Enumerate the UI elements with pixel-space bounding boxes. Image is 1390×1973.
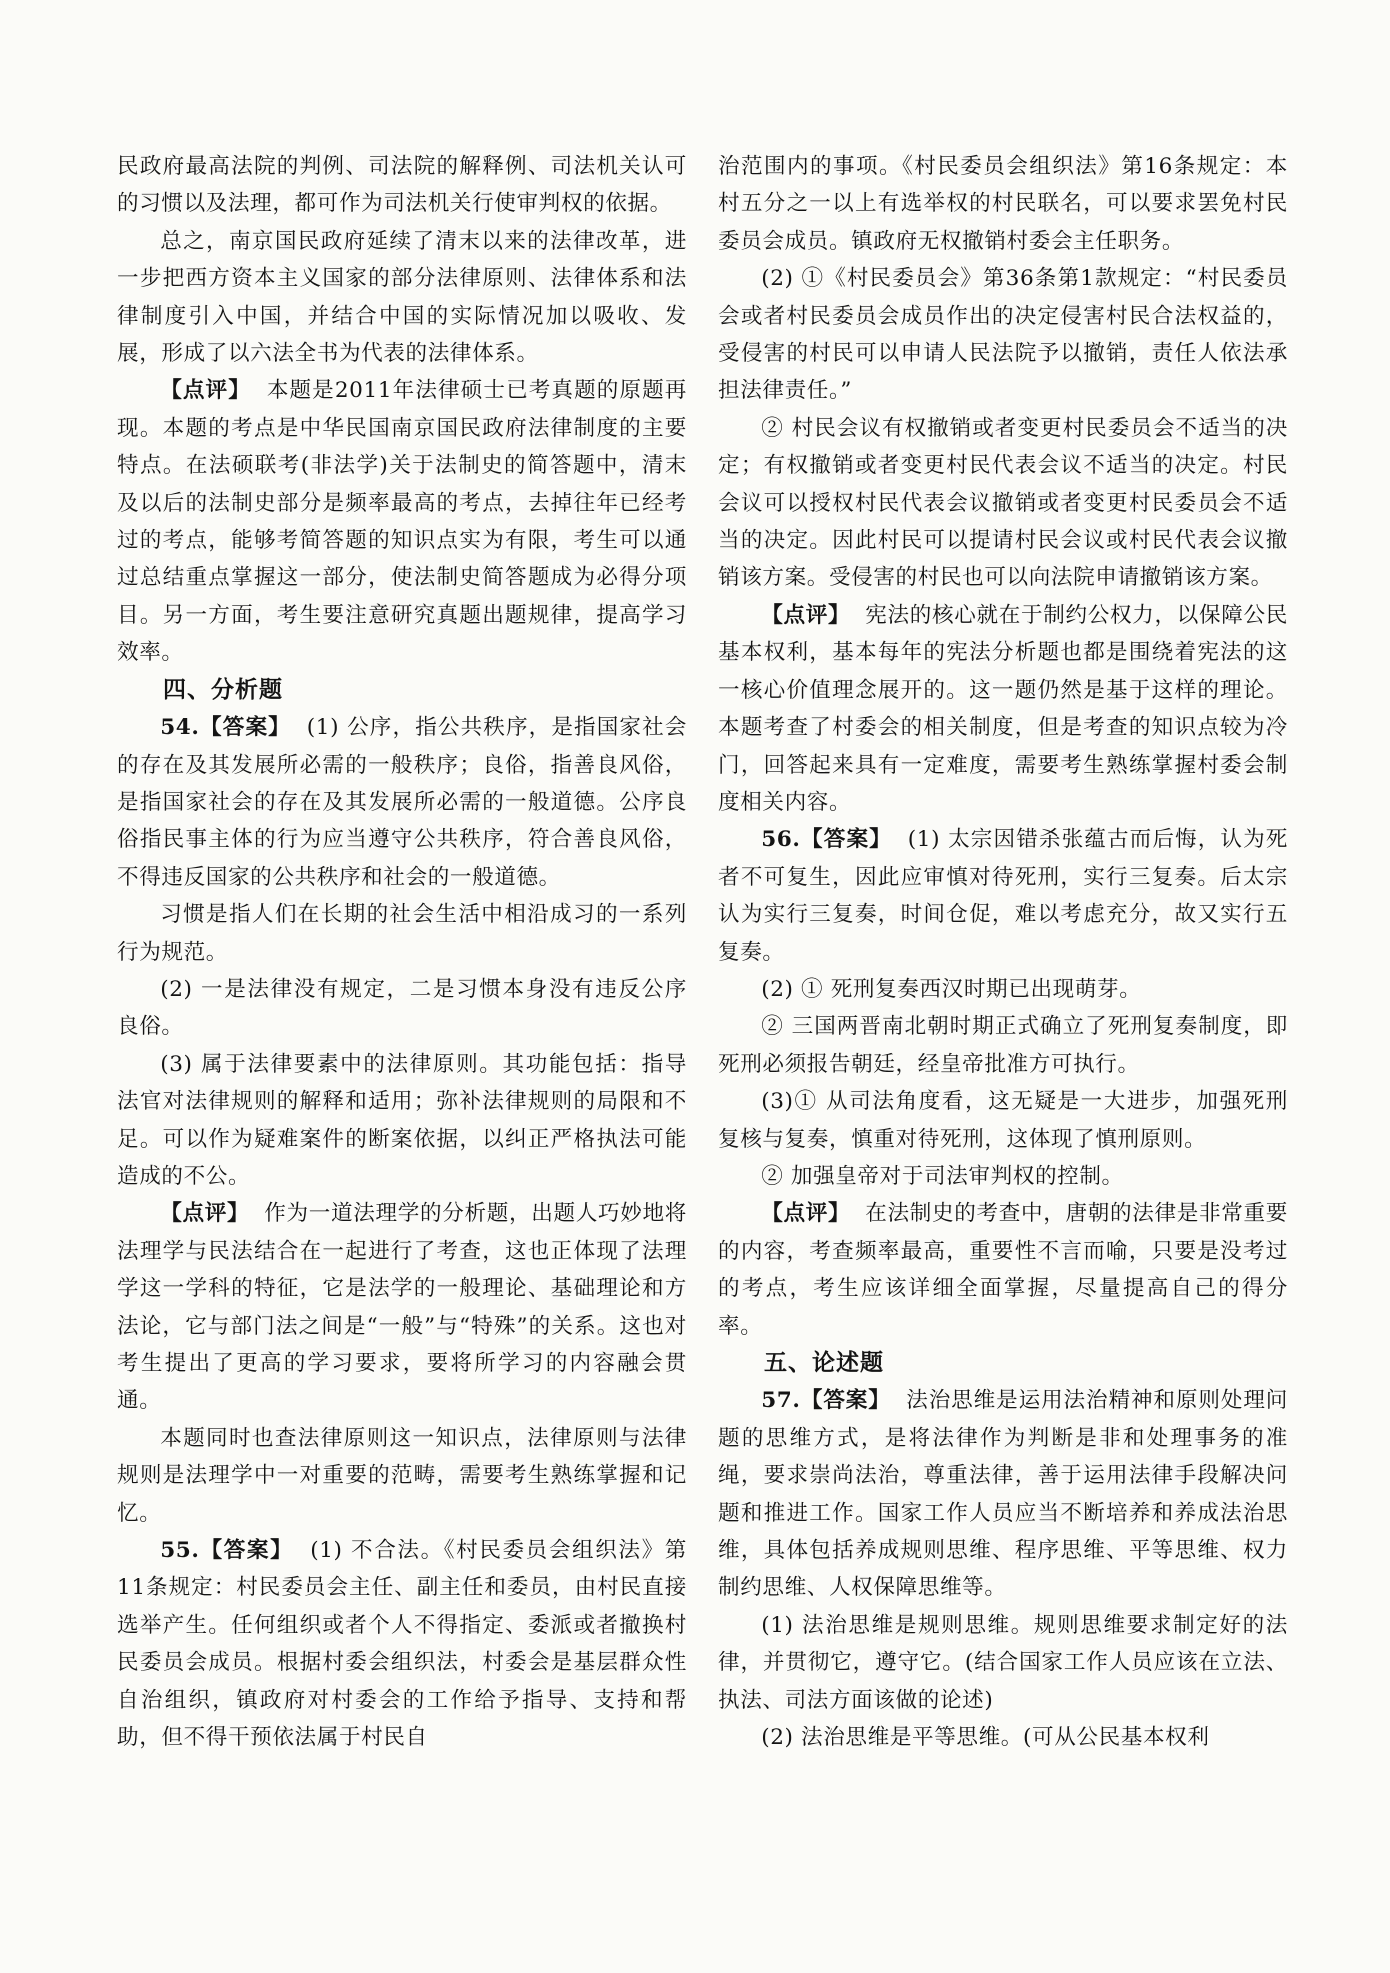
question-number: 55. — [160, 1538, 200, 1564]
paragraph: ② 加强皇帝对于司法审判权的控制。 — [761, 1163, 1124, 1189]
question-number: 57. — [761, 1388, 801, 1414]
answer-text: (1) 公序，指公共秩序，是指国家社会的存在及其发展所必需的一般秩序；良俗，指善良风俗，是指国家社会的存在及其发展所必需的一般道德。公序良俗指民事主体的行为应当遵守公共秩序，符合善良风俗，不得违反国家的公共秩序和社会的一般道德。 — [117, 715, 687, 890]
paragraph: (3)① 从司法角度看，这无疑是一大进步，加强死刑复核与复奏，慎重对待死刑，这体现了慎刑原则。 — [718, 1089, 1288, 1152]
review-text: 宪法的核心就在于制约公权力，以保障公民基本权利，基本每年的宪法分析题也都是围绕着宪法的这一核心价值理念展开的。这一题仍然是基于这样的理论。本题考查了村委会的相关制度，但是考查的知识点较为冷门，回答起来具有一定难度，需要考生熟练掌握村委会制度相关内容。 — [718, 602, 1288, 815]
paragraph: ② 村民会议有权撤销或者变更村民委员会不适当的决定；有权撤销或者变更村民代表会议不适当的决定。村民会议可以授权村民代表会议撤销或者变更村民委员会不适当的决定。因此村民可以提请村民会议或村民代表会议撤销该方案。受侵害的村民也可以向法院申请撤销该方案。 — [718, 415, 1288, 591]
question-number: 56. — [761, 827, 801, 853]
answer-paragraph — [718, 821, 1288, 971]
review-text: 在法制史的考查中，唐朝的法律是非常重要的内容，考查频率最高，重要性不言而喻，只要是没考过的考点，考生应该详细全面掌握，尽量提高自己的得分率。 — [718, 1201, 1288, 1339]
paragraph: (2) 法治思维是平等思维。(可从公民基本权利 — [761, 1725, 1210, 1751]
review-tag: 【点评】 — [761, 602, 851, 628]
answer-tag: 【答案】 — [800, 1388, 891, 1414]
paragraph: (1) 法治思维是规则思维。规则思维要求制定好的法律，并贯彻它，遵守它。(结合国家工作人员应该在立法、执法、司法方面该做的论述) — [718, 1612, 1288, 1713]
paragraph: 治范围内的事项。《村民委员会组织法》第16条规定：本村五分之一以上有选举权的村民联名，可以要求罢免村民委员会成员。镇政府无权撤销村委会主任职务。 — [718, 154, 1288, 254]
answer-tag: 【答案】 — [199, 715, 291, 741]
answer-tag: 【答案】 — [800, 827, 892, 853]
review-tag: 【点评】 — [761, 1201, 851, 1227]
question-number: 54. — [160, 715, 200, 741]
section-heading: 四、分析题 — [163, 676, 283, 703]
review-tag: 【点评】 — [160, 378, 251, 404]
review-text: 本题是2011年法律硕士已考真题的原题再现。本题的考点是中华民国南京国民政府法律制度的主要特点。在法硕联考(非法学)关于法制史的简答题中，清末及以后的法制史部分是频率最高的考点，去掉往年已经考过的考点，能够考简答题的知识点实为有限，考生可以通过总结重点掌握这一部分，使法制史简答题成为必得分项目。另一方面，考生要注意研究真题出题规律，提高学习效率。 — [117, 378, 687, 666]
review-paragraph — [117, 372, 687, 671]
paragraph: (2) 一是法律没有规定，二是习惯本身没有违反公序良俗。 — [117, 976, 687, 1040]
right-column — [718, 148, 1288, 1756]
review-text: 作为一道法理学的分析题，出题人巧妙地将法理学与民法结合在一起进行了考查，这也正体现了法理学这一学科的特征，它是法学的一般理论、基础理论和方法论，它与部门法之间是“一般”与“特殊”的关系。这也对考生提出了更高的学习要求，要将所学习的内容融会贯通。 — [117, 1201, 687, 1414]
section-heading: 五、论述题 — [764, 1350, 884, 1376]
paragraph: (2) ①《村民委员会》第36条第1款规定：“村民委员会或者村民委员会成员作出的决定侵害村民合法权益的，受侵害的村民可以申请人民法院予以撤销，责任人依法承担法律责任。” — [718, 266, 1288, 404]
answer-paragraph — [117, 709, 687, 896]
paragraph: 习惯是指人们在长期的社会生活中相沿成习的一系列行为规范。 — [117, 902, 687, 965]
paragraph: 总之，南京国民政府延续了清末以来的法律改革，进一步把西方资本主义国家的部分法律原则、法律体系和法律制度引入中国，并结合中国的实际情况加以吸收、发展，形成了以六法全书为代表的法律体系。 — [117, 228, 687, 367]
review-paragraph — [718, 1195, 1288, 1345]
answer-paragraph — [718, 1382, 1288, 1606]
answer-text: (1) 不合法。《村民委员会组织法》第11条规定：村民委员会主任、副主任和委员，由村民直接选举产生。任何组织或者个人不得指定、委派或者撤换村民委员会成员。根据村委会组织法，村委会是基层群众性自治组织，镇政府对村委会的工作给予指导、支持和帮助，但不得干预依法属于村民自 — [117, 1538, 687, 1751]
answer-text: 法治思维是运用法治精神和原则处理问题的思维方式，是将法律作为判断是非和处理事务的准绳，要求崇尚法治，尊重法律，善于运用法律手段解决问题和推进工作。国家工作人员应当不断培养和养成法治思维，具体包括养成规则思维、程序思维、平等思维、权力制约思维、人权保障思维等。 — [718, 1388, 1288, 1601]
review-paragraph — [117, 1195, 687, 1419]
paragraph: 本题同时也查法律原则这一知识点，法律原则与法律规则是法理学中一对重要的范畴，需要考生熟练掌握和记忆。 — [117, 1425, 687, 1526]
paragraph: ② 三国两晋南北朝时期正式确立了死刑复奏制度，即死刑必须报告朝廷，经皇帝批准方可执行。 — [718, 1014, 1288, 1077]
answer-tag: 【答案】 — [199, 1538, 294, 1564]
review-paragraph — [718, 597, 1288, 821]
answer-paragraph — [117, 1532, 687, 1756]
paragraph: (3) 属于法律要素中的法律原则。其功能包括：指导法官对法律规则的解释和适用；弥补法律规则的局限和不足。可以作为疑难案件的断案依据，以纠正严格执法可能造成的不公。 — [117, 1051, 687, 1189]
review-tag: 【点评】 — [160, 1201, 250, 1227]
answer-text: (1) 太宗因错杀张蕴古而后悔，认为死者不可复生，因此应审慎对待死刑，实行三复奏。后太宗认为实行三复奏，时间仓促，难以考虑充分，故又实行五复奏。 — [718, 827, 1288, 965]
paragraph: (2) ① 死刑复奏西汉时期已出现萌芽。 — [761, 976, 1142, 1002]
left-column — [117, 148, 687, 1756]
paragraph: 民政府最高法院的判例、司法院的解释例、司法机关认可的习惯以及法理，都可作为司法机关行使审判权的依据。 — [117, 154, 687, 217]
